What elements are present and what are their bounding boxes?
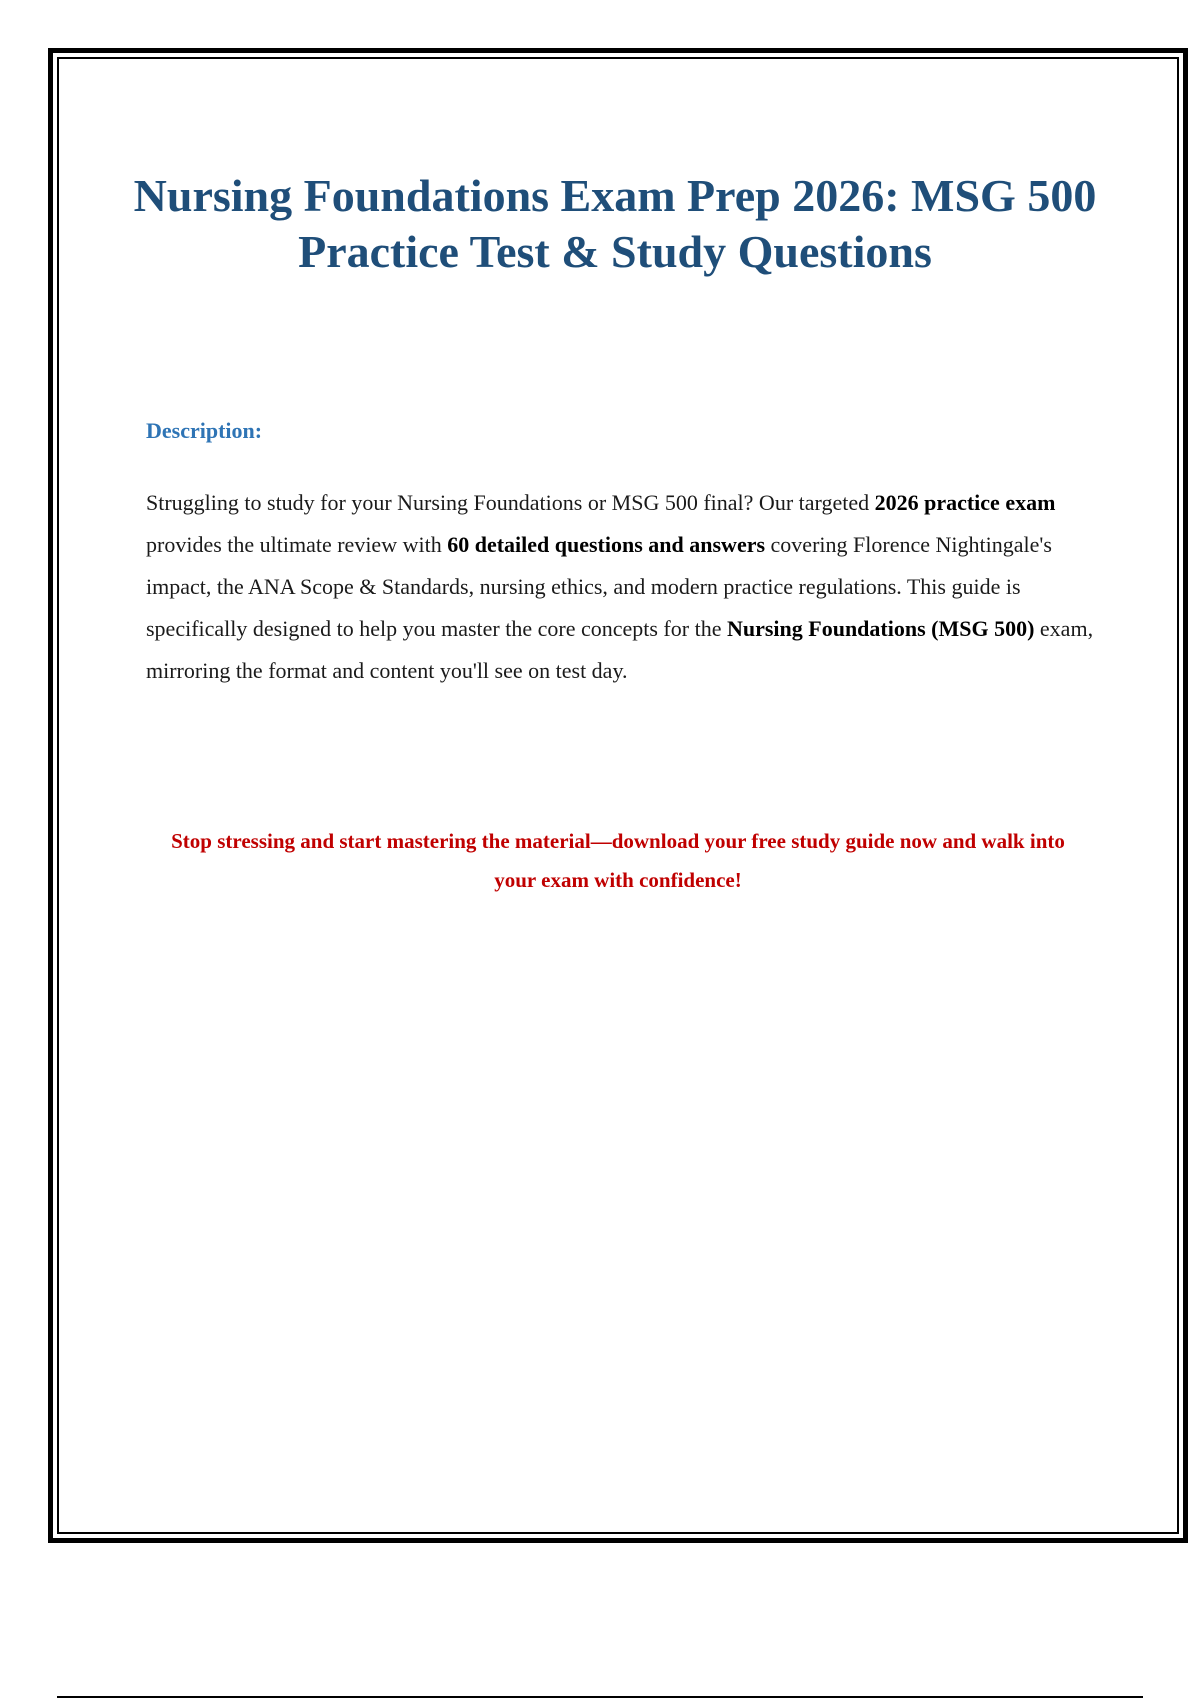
- description-heading: Description:: [146, 418, 263, 443]
- description-text-1: Struggling to study for your Nursing Foundations or MSG 500 final? Our targeted: [146, 490, 875, 515]
- description-bold-exam-name: Nursing Foundations (MSG 500): [726, 616, 1035, 641]
- description-text-2: provides the ultimate review with: [146, 532, 448, 557]
- footer-divider: [57, 1696, 1143, 1698]
- description-paragraph: [146, 482, 1096, 692]
- description-bold-questions: 60 detailed questions and answers: [447, 532, 766, 557]
- description-text-3: covering Florence Nightingale's impact, the ANA Scope & Standards, nursing ethics, and modern practice regulations. This guide is specifically designed to help you master the core concepts for the: [146, 532, 1052, 641]
- description-text-4: exam, mirroring the format and content you'll see on test day.: [146, 616, 1094, 683]
- document-title: Nursing Foundations Exam Prep 2026: MSG 500 Practice Test & Study Questions: [133, 170, 1097, 277]
- call-to-action-text: Stop stressing and start mastering the material—download your free study guide now and walk into your exam with confidence!: [171, 829, 1065, 892]
- description-bold-practice-exam: 2026 practice exam: [874, 490, 1056, 515]
